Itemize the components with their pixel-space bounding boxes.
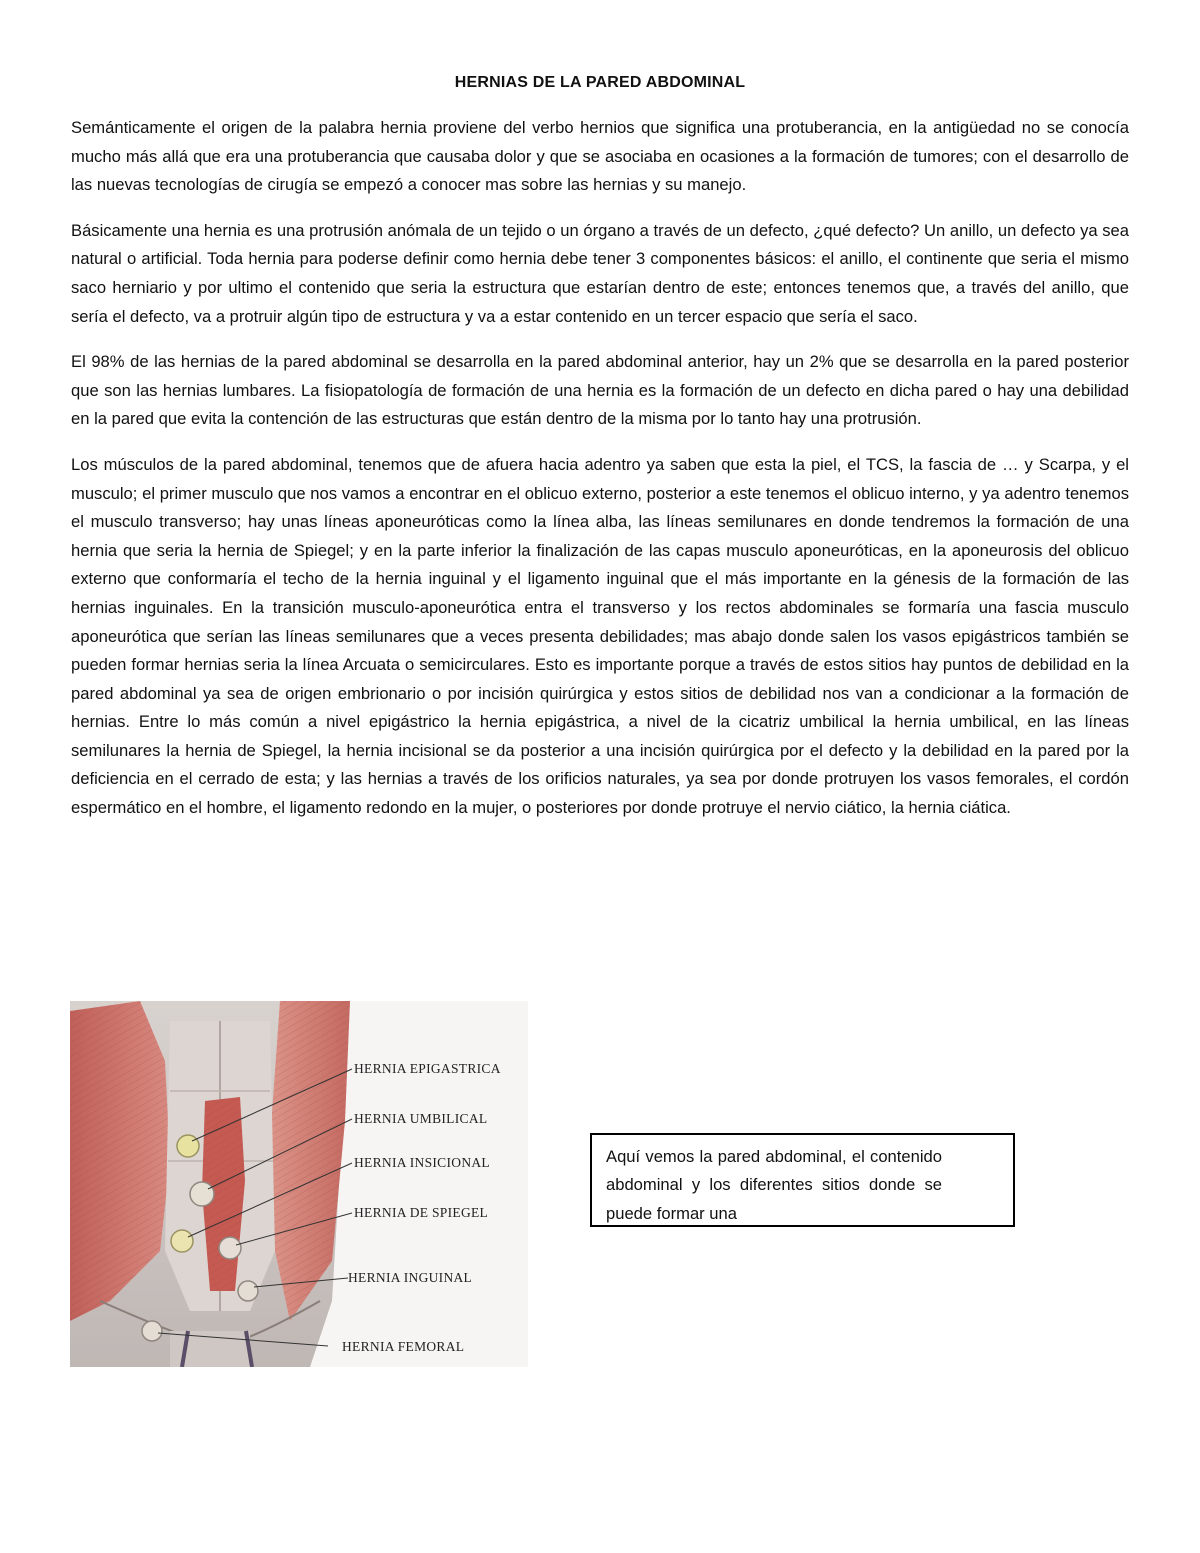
page-title: HERNIAS DE LA PARED ABDOMINAL	[454, 74, 746, 91]
label-hernia-insicional: HERNIA INSICIONAL	[354, 1155, 490, 1170]
abdominal-wall-illustration	[70, 1001, 528, 1367]
femoral-hernia-bulge	[142, 1321, 162, 1341]
inguinal-hernia-bulge	[238, 1281, 258, 1301]
caption-box	[590, 1133, 1015, 1227]
paragraph-2: Básicamente una hernia es una protrusión anómala de un tejido o un órgano a través de un defecto, ¿qué defecto? Un anillo, un defecto ya sea natural o artificial. Toda hernia para poderse definir como hernia debe tener 3 componentes básicos: el anillo, el continente que seria el mismo saco herniario y por ultimo el contenido que seria la estructura que estarían dentro de este; entonces tenemos que, a través del anillo, que sería el defecto, va a protruir algún tipo de estructura y va a estar contenido en un tercer espacio que sería el saco.	[71, 220, 1129, 326]
label-hernia-inguinal: HERNIA INGUINAL	[348, 1270, 473, 1285]
label-hernia-femoral: HERNIA FEMORAL	[342, 1339, 465, 1354]
label-hernia-epigastrica: HERNIA EPIGASTRICA	[354, 1061, 501, 1076]
umbilical-hernia-bulge	[190, 1182, 214, 1206]
anatomy-drawing	[70, 1001, 528, 1367]
paragraph-3: El 98% de las hernias de la pared abdominal se desarrolla en la pared abdominal anterior, hay un 2% que se desarrolla en la pared posterior que son las hernias lumbares. La fisiopatología de formación de una hernia es la formación de un defecto en dicha pared o hay una debilidad en la pared que evita la contención de las estructuras que están dentro de la misma por lo tanto hay una protrusión.	[71, 352, 1129, 429]
paragraph-4: Los músculos de la pared abdominal, tenemos que de afuera hacia adentro ya saben que esta la piel, el TCS, la fascia de … y Scarpa, y el musculo; el primer musculo que nos vamos a encontrar en el oblicuo externo, posterior a este tenemos el oblicuo interno, y ya adentro tenemos el musculo transverso; hay unas líneas aponeuróticas como la línea alba, las líneas semilunares en donde tendremos la formación de una hernia que seria la hernia de Spiegel; y en la parte inferior la finalización de las capas musculo aponeuróticas, en la aponeurosis del oblicuo externo que conformaría el techo de la hernia inguinal y el ligamento inguinal que el más importante en la génesis de la formación de las hernias inguinales. En la transición musculo-aponeurótica entra el transverso y los rectos abdominales se formaría una fascia musculo aponeurótica que serían las líneas semilunares que a veces presenta debilidades; mas abajo donde salen los vasos epigástricos también se pueden formar hernias seria la línea Arcuata o semicirculares. Esto es importante porque a través de estos sitios hay puntos de debilidad en la pared abdominal ya sea de origen embrionario o por incisión quirúrgica y estos sitios de debilidad nos van a condicionar a la formación de hernias. Entre lo más común a nivel epigástrico la hernia epigástrica, a nivel de la cicatriz umbilical la hernia umbilical, en las líneas semilunares la hernia de Spiegel, la hernia incisional se da posterior a una incisión quirúrgica por el defecto y la debilidad en la pared por la deficiencia en el cerrado de esta; y las hernias a través de los orificios naturales, ya sea por donde protruyen los vasos femorales, el cordón espermático en el hombre, el ligamento redondo en la mujer, o posteriores por donde protruye el nervio ciático, la hernia ciática.	[71, 454, 1129, 818]
label-hernia-de-spiegel: HERNIA DE SPIEGEL	[354, 1205, 489, 1220]
spiegel-hernia-bulge	[219, 1237, 241, 1259]
caption-text: Aquí vemos la pared abdominal, el contenido abdominal y los diferentes sitios donde se puede formar una	[606, 1147, 942, 1223]
epigastric-hernia-bulge	[177, 1135, 199, 1157]
incisional-hernia-bulge	[171, 1230, 193, 1252]
label-hernia-umbilical: HERNIA UMBILICAL	[354, 1111, 488, 1126]
paragraph-1: Semánticamente el origen de la palabra hernia proviene del verbo hernios que significa una protuberancia, en la antigüedad no se conocía mucho más allá que era una protuberancia que causaba dolor y que se asociaba en ocasiones a la formación de tumores; con el desarrollo de las nuevas tecnologías de cirugía se empezó a conocer mas sobre las hernias y su manejo.	[71, 118, 1129, 195]
document-body	[71, 114, 1129, 840]
